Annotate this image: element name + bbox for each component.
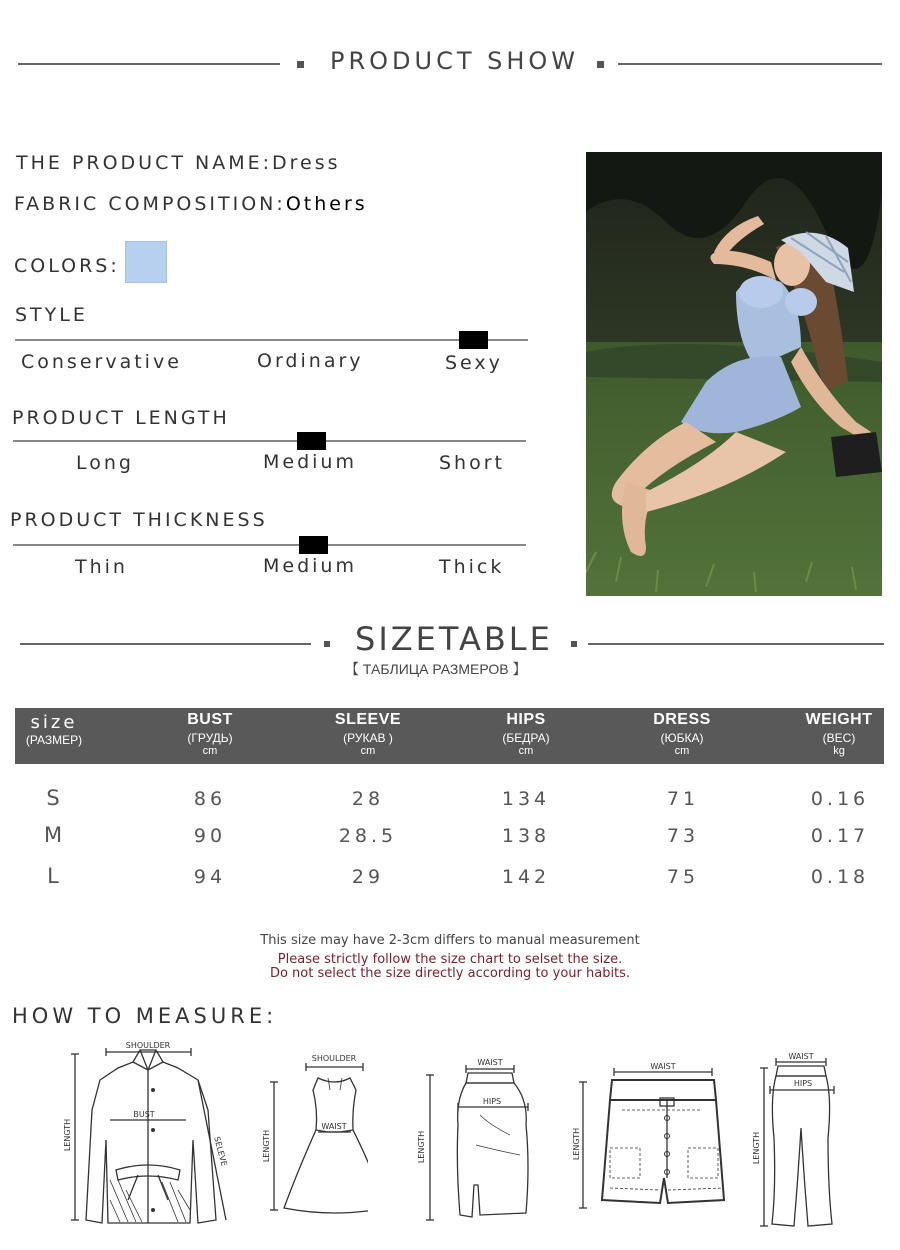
col-dress: [642, 708, 722, 757]
thickness-title: PRODUCT THICKNESS: [10, 509, 268, 531]
row-s-hips: 134: [501, 788, 551, 810]
shirt-measure-diagram: [58, 1040, 238, 1230]
col-weight-ru: (ВЕС): [822, 731, 856, 745]
skirt-measure-diagram: [410, 1055, 550, 1225]
row-s-bust: 86: [193, 788, 227, 810]
row-l-dress: 75: [666, 866, 700, 888]
length-option-short: Short: [439, 452, 505, 474]
length-title: PRODUCT LENGTH: [12, 407, 230, 429]
thickness-option-thick: Thick: [439, 556, 505, 578]
col-bust-unit: cm: [202, 745, 218, 757]
shorts-measure-diagram: [572, 1058, 742, 1213]
pants-length-label: LENGTH: [752, 1131, 761, 1165]
how-to-measure-title: HOW TO MEASURE:: [12, 1004, 278, 1028]
row-m-size: M: [43, 823, 67, 847]
row-s-dress: 71: [666, 788, 700, 810]
length-option-long: Long: [76, 452, 134, 474]
col-bust-ru: (ГРУДЬ): [187, 731, 233, 745]
shirt-sleeve-label: SELEVE: [212, 1135, 229, 1168]
row-m-bust: 90: [193, 825, 227, 847]
row-l-sleeve: 29: [351, 866, 385, 888]
length-marker: [297, 432, 326, 450]
row-l-hips: 142: [501, 866, 551, 888]
col-weight-label: WEIGHT: [805, 711, 873, 728]
header-rule-right: [618, 63, 882, 65]
style-marker: [459, 331, 488, 349]
col-sleeve-ru: (РУКАВ ): [343, 731, 393, 745]
header-dot-right: [597, 61, 604, 68]
shorts-waist-label: WAIST: [650, 1062, 676, 1071]
pants-measure-diagram: [748, 1048, 858, 1233]
col-sleeve: [328, 708, 408, 757]
dress-shoulder-label: SHOULDER: [311, 1054, 357, 1063]
sizetable-rule-right: [588, 643, 884, 645]
product-show-title: PRODUCT SHOW: [330, 47, 580, 75]
col-dress-unit: cm: [674, 745, 690, 757]
sizetable-rule-left: [20, 643, 311, 645]
product-photo: [586, 152, 882, 596]
col-bust-label: BUST: [187, 711, 233, 728]
header-dot-left: [297, 61, 304, 68]
size-warning-2: Do not select the size directly according to your habits.: [269, 966, 631, 981]
col-dress-ru: (ЮБКА): [660, 731, 704, 745]
skirt-waist-label: WAIST: [477, 1058, 503, 1067]
style-option-ordinary: Ordinary: [257, 350, 364, 372]
style-option-conservative: Conservative: [21, 351, 182, 373]
style-title: STYLE: [15, 304, 88, 326]
fabric-value: Others: [285, 193, 368, 215]
product-name: THE PRODUCT NAME:Dress: [16, 152, 341, 174]
style-scale-line: [15, 339, 528, 341]
skirt-length-label: LENGTH: [417, 1130, 426, 1164]
sizetable-subtitle: 【 ТАБЛИЦА РАЗМЕРОВ 】: [345, 661, 527, 677]
shorts-length-label: LENGTH: [572, 1127, 581, 1161]
skirt-hips-label: HIPS: [482, 1097, 502, 1106]
thickness-marker: [299, 536, 328, 554]
fabric-label: FABRIC COMPOSITION:: [14, 193, 286, 215]
shirt-bust-label: BUST: [133, 1110, 155, 1119]
col-dress-label: DRESS: [653, 711, 711, 728]
col-size: [17, 708, 91, 747]
col-hips-unit: cm: [518, 745, 534, 757]
dress-waist-label: WAIST: [321, 1122, 347, 1131]
col-weight: [799, 708, 879, 757]
row-m-dress: 73: [666, 825, 700, 847]
pants-waist-label: WAIST: [788, 1052, 814, 1061]
length-option-medium: Medium: [263, 451, 357, 473]
length-scale-line: [13, 440, 526, 442]
shirt-shoulder-label: SHOULDER: [125, 1041, 171, 1050]
thickness-option-thin: Thin: [75, 556, 128, 578]
row-m-sleeve: 28.5: [338, 825, 398, 847]
row-s-weight: 0.16: [810, 788, 870, 810]
pants-hips-label: HIPS: [793, 1079, 813, 1088]
color-swatch-blue[interactable]: [125, 241, 167, 283]
colors-label: COLORS:: [14, 255, 120, 277]
header-rule-left: [18, 63, 280, 65]
col-hips-ru: (БЕДРА): [502, 731, 550, 745]
row-l-weight: 0.18: [810, 866, 870, 888]
row-l-bust: 94: [193, 866, 227, 888]
col-weight-unit: kg: [833, 745, 845, 757]
dress-length-label: LENGTH: [262, 1129, 271, 1163]
col-bust: [170, 708, 250, 757]
col-hips: [486, 708, 566, 757]
size-warning-1: Please strictly follow the size chart to selset the size.: [277, 952, 623, 967]
sizetable-title: SIZETABLE: [355, 620, 553, 658]
row-m-hips: 138: [501, 825, 551, 847]
thickness-scale-line: [13, 544, 526, 546]
size-table-header: [15, 708, 884, 764]
col-hips-label: HIPS: [506, 711, 546, 728]
col-sleeve-unit: cm: [360, 745, 376, 757]
sizetable-dot-right: [571, 641, 577, 647]
col-size-label: size: [30, 712, 78, 733]
row-l-size: L: [47, 864, 63, 888]
row-s-size: S: [46, 786, 64, 810]
measurement-note: This size may have 2-3cm differs to manual measurement: [260, 933, 640, 948]
sizetable-dot-left: [324, 641, 330, 647]
row-s-sleeve: 28: [351, 788, 385, 810]
style-option-sexy: Sexy: [445, 352, 503, 374]
dress-measure-diagram: [258, 1050, 368, 1220]
col-sleeve-label: SLEEVE: [334, 711, 402, 728]
col-size-ru: (РАЗМЕР): [25, 733, 83, 747]
shirt-length-label: LENGTH: [63, 1118, 72, 1152]
product-photo-illustration: [586, 152, 882, 596]
thickness-option-medium: Medium: [263, 555, 357, 577]
fabric-composition: [14, 193, 368, 215]
row-m-weight: 0.17: [810, 825, 870, 847]
